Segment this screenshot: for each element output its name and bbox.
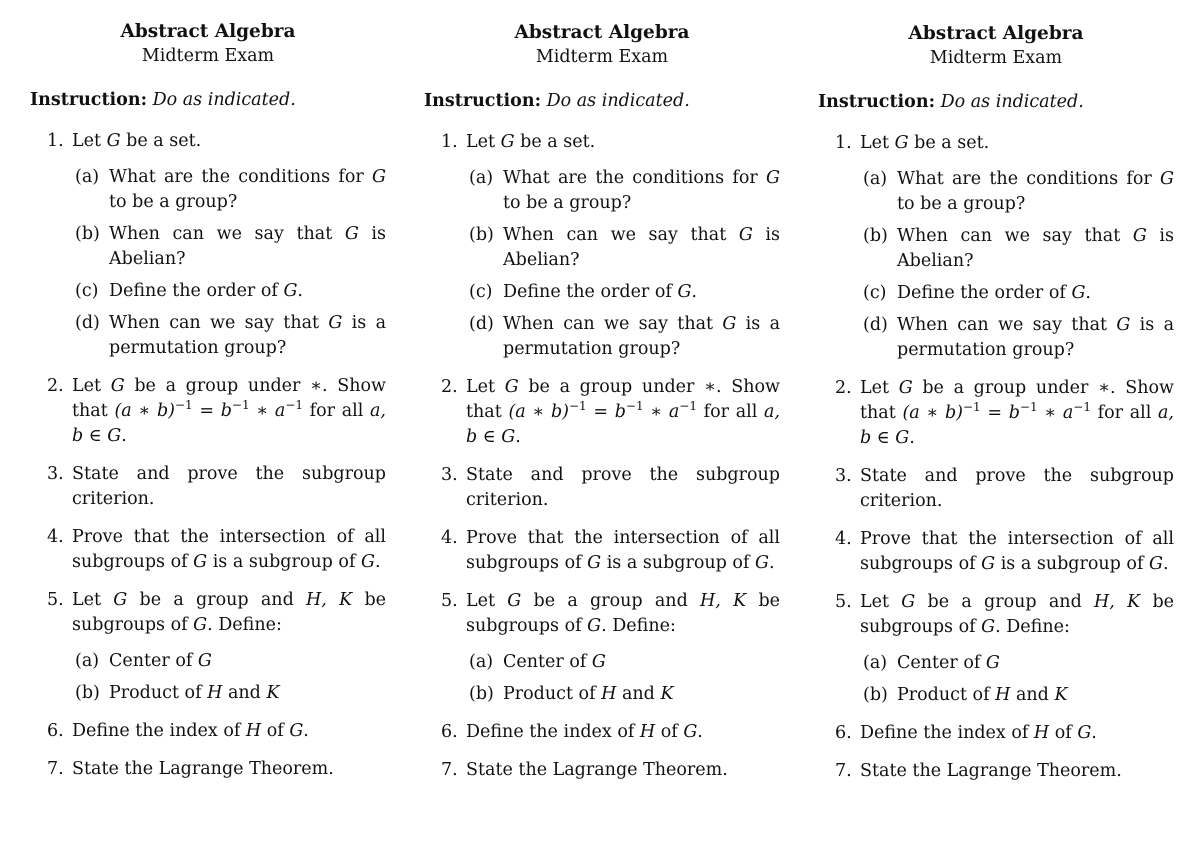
subquestion-label: (b)	[75, 683, 100, 703]
question-number: 2.	[47, 376, 64, 396]
subquestion-label: (a)	[863, 653, 888, 673]
math-var: K	[660, 684, 674, 704]
math-var: a	[274, 401, 286, 421]
question-text: be subgroups of	[466, 591, 781, 636]
exam-header	[424, 21, 780, 69]
math-op: ∗	[310, 376, 322, 396]
question-number: 7.	[835, 761, 852, 781]
subquestion-label: (a)	[469, 168, 494, 188]
question-text: Prove that the intersection of all subgroups of	[466, 528, 780, 573]
question-text: State and prove the subgroup criterion.	[466, 465, 780, 510]
question-text: for all	[302, 401, 370, 421]
math-expr: (a ∗ b)	[902, 403, 963, 423]
question-text: be a group under	[912, 378, 1099, 398]
math-var: G	[106, 131, 121, 151]
exam-header	[30, 20, 386, 68]
math-exponent: −1	[679, 399, 697, 414]
question-number: 7.	[441, 760, 458, 780]
question-2	[424, 375, 780, 450]
question-number: 1.	[441, 132, 458, 152]
subquestion-text: to be a group?	[897, 194, 1026, 214]
math-var: G	[197, 651, 212, 671]
math-var: G	[193, 615, 208, 635]
subquestion-text: .	[691, 282, 697, 302]
math-expr: (a ∗ b)	[114, 401, 175, 421]
question-text: .	[515, 427, 521, 447]
math-var: K	[266, 683, 280, 703]
question-3	[30, 462, 386, 512]
subquestion-5a	[424, 650, 780, 675]
math-var: H	[245, 721, 262, 741]
question-text: . Show that	[860, 378, 1174, 423]
subquestion-text: is Abelian?	[109, 224, 387, 269]
math-var: G	[361, 552, 375, 572]
subquestion-text: to be a group?	[109, 192, 238, 212]
math-var: a	[1062, 403, 1074, 423]
question-text: Let	[860, 133, 895, 153]
math-exponent: −1	[231, 398, 250, 413]
question-text: State the Lagrange Theorem.	[860, 761, 1122, 781]
subquestion-label: (a)	[75, 651, 100, 671]
subquestion-text: What are the conditions for	[503, 168, 767, 188]
question-number: 7.	[47, 759, 64, 779]
subquestion-label: (d)	[469, 314, 494, 334]
question-6	[424, 720, 780, 745]
exam-title: Abstract Algebra	[120, 21, 296, 42]
instruction-label: Instruction:	[424, 91, 542, 111]
subquestion-list	[72, 165, 386, 361]
math-var: G	[1132, 226, 1147, 246]
question-5	[818, 590, 1174, 708]
math-var: G	[587, 616, 602, 636]
math-var: G	[328, 313, 343, 333]
math-var: G	[193, 552, 208, 572]
subquestion-text: When can we say that	[897, 226, 1133, 246]
exam-subtitle: Midterm Exam	[141, 46, 275, 66]
math-op: ∗	[249, 401, 275, 421]
question-6	[30, 719, 386, 744]
question-text: be a group and	[521, 591, 701, 611]
question-number: 5.	[441, 591, 458, 611]
question-number: 2.	[835, 378, 852, 398]
math-var: G	[500, 132, 515, 152]
math-var: H, K	[700, 591, 747, 611]
subquestion-label: (c)	[863, 283, 887, 303]
subquestion-text: .	[1085, 283, 1091, 303]
question-text: Let	[860, 378, 899, 398]
math-var: G	[755, 553, 769, 573]
question-text: Let	[466, 377, 505, 397]
question-text: State the Lagrange Theorem.	[72, 759, 334, 779]
exam-header	[818, 22, 1174, 70]
question-text: .	[375, 552, 381, 572]
math-var: H	[601, 684, 617, 704]
subquestion-label: (b)	[469, 684, 494, 704]
question-5	[424, 589, 780, 707]
math-var: G	[981, 554, 996, 574]
math-expr: (a ∗ b)	[508, 402, 569, 422]
subquestion-text: When can we say that	[109, 224, 345, 244]
math-var: G	[898, 378, 913, 398]
subquestion-5b	[30, 681, 386, 706]
subquestion-5a	[30, 649, 386, 674]
question-text: Let	[466, 132, 501, 152]
subquestion-text: is Abelian?	[503, 225, 781, 270]
subquestion-text: is a permutation group?	[109, 313, 387, 358]
subquestion-list	[72, 649, 386, 706]
subquestion-text: Define the order of	[109, 281, 284, 301]
question-text: be a group under	[124, 376, 311, 396]
instruction	[818, 90, 1174, 115]
question-text: Let	[72, 590, 114, 610]
question-text: of	[655, 722, 684, 742]
question-number: 5.	[47, 590, 64, 610]
math-var: H	[639, 722, 656, 742]
question-7	[818, 759, 1174, 784]
subquestion-text: When can we say that	[897, 315, 1117, 335]
math-var: G	[738, 225, 753, 245]
question-7	[424, 758, 780, 783]
subquestion-1a	[818, 167, 1174, 217]
math-var: G	[894, 133, 909, 153]
math-var: H	[207, 683, 223, 703]
math-op: =	[586, 402, 615, 422]
question-text: be subgroups of	[72, 590, 387, 635]
subquestion-text: Define the order of	[503, 282, 678, 302]
subquestion-text: Product of	[109, 683, 208, 703]
question-number: 4.	[835, 529, 852, 549]
question-number: 4.	[47, 527, 64, 547]
question-number: 6.	[47, 721, 64, 741]
subquestion-label: (c)	[75, 281, 99, 301]
question-text: Define the index of	[466, 722, 640, 742]
question-text: . Define:	[207, 615, 282, 635]
math-exponent: −1	[568, 399, 587, 414]
question-text: Let	[466, 591, 508, 611]
subquestion-1d	[424, 312, 780, 362]
question-1	[818, 131, 1174, 363]
subquestion-text: .	[297, 281, 303, 301]
question-text: of	[261, 721, 290, 741]
instruction	[424, 89, 780, 114]
math-var: H	[995, 685, 1011, 705]
math-var: G	[1071, 283, 1086, 303]
subquestion-1a	[30, 165, 386, 215]
math-op: ∗	[643, 402, 669, 422]
math-var: b	[220, 401, 232, 421]
question-text: of	[1049, 723, 1078, 743]
subquestion-label: (a)	[863, 169, 888, 189]
subquestion-1b	[818, 224, 1174, 274]
math-var: b	[1008, 403, 1020, 423]
question-text: be a group under	[518, 377, 705, 397]
question-text: .	[909, 428, 915, 448]
subquestion-1c	[818, 281, 1174, 306]
subquestion-text: and	[616, 684, 661, 704]
math-var: G	[1077, 723, 1092, 743]
question-number: 1.	[47, 131, 64, 151]
question-text: Define the index of	[72, 721, 246, 741]
math-var: G	[283, 281, 298, 301]
math-op: ∗	[1098, 378, 1110, 398]
question-text: is a subgroup of	[995, 554, 1150, 574]
question-text: is a subgroup of	[601, 553, 756, 573]
subquestion-1d	[30, 311, 386, 361]
subquestion-label: (b)	[75, 224, 100, 244]
math-var: b	[614, 402, 626, 422]
question-number: 2.	[441, 377, 458, 397]
question-text: State and prove the subgroup criterion.	[860, 466, 1174, 511]
question-text: Let	[72, 131, 107, 151]
question-text: be a set.	[908, 133, 990, 153]
question-text: . Show that	[72, 376, 386, 421]
question-number: 6.	[441, 722, 458, 742]
subquestion-text: and	[222, 683, 267, 703]
question-number: 1.	[835, 133, 852, 153]
question-text: be a group and	[127, 590, 307, 610]
subquestion-text: What are the conditions for	[897, 169, 1161, 189]
question-text: is a subgroup of	[207, 552, 362, 572]
question-text: . Define:	[995, 617, 1070, 637]
math-var: G	[372, 167, 386, 187]
question-text: be a set.	[514, 132, 596, 152]
question-text: for all	[1090, 403, 1158, 423]
subquestion-text: Product of	[897, 685, 996, 705]
math-var: G	[289, 721, 304, 741]
exam-copy-3	[818, 22, 1174, 784]
subquestion-text: What are the conditions for	[109, 167, 373, 187]
question-number: 6.	[835, 723, 852, 743]
subquestion-label: (d)	[75, 313, 100, 333]
subquestion-text: is a permutation group?	[897, 315, 1175, 360]
math-var: a	[668, 402, 680, 422]
question-5	[30, 588, 386, 706]
question-text: be a group and	[915, 592, 1095, 612]
question-7	[30, 757, 386, 782]
subquestion-label: (b)	[863, 685, 888, 705]
question-number: 5.	[835, 592, 852, 612]
math-op: ∗	[1037, 403, 1063, 423]
subquestion-5a	[818, 651, 1174, 676]
subquestion-1c	[424, 280, 780, 305]
question-text: Prove that the intersection of all subgroups of	[72, 527, 386, 572]
question-1	[30, 129, 386, 361]
math-var: G	[981, 617, 996, 637]
subquestion-1a	[424, 166, 780, 216]
math-var: G	[901, 592, 916, 612]
question-4	[424, 526, 780, 576]
question-text: State and prove the subgroup criterion.	[72, 464, 386, 509]
subquestion-text: Product of	[503, 684, 602, 704]
exam-copy-2	[424, 21, 780, 783]
question-6	[818, 721, 1174, 746]
question-number: 3.	[835, 466, 852, 486]
subquestion-1c	[30, 279, 386, 304]
question-text: .	[769, 553, 775, 573]
math-var: G	[683, 722, 698, 742]
subquestion-1b	[30, 222, 386, 272]
question-text: .	[303, 721, 309, 741]
question-3	[818, 464, 1174, 514]
subquestion-label: (b)	[863, 226, 888, 246]
math-var: G	[507, 591, 522, 611]
math-var: H, K	[1094, 592, 1141, 612]
math-var: G	[677, 282, 692, 302]
subquestion-5b	[818, 683, 1174, 708]
subquestion-label: (a)	[469, 652, 494, 672]
math-exponent: −1	[1073, 400, 1091, 415]
subquestion-text: Center of	[503, 652, 592, 672]
exam-subtitle: Midterm Exam	[929, 48, 1063, 68]
instruction-label: Instruction:	[818, 92, 936, 112]
subquestion-list	[860, 651, 1174, 708]
subquestion-text: When can we say that	[109, 313, 329, 333]
question-text: for all	[696, 402, 764, 422]
question-text: Let	[860, 592, 902, 612]
question-text: . Show that	[466, 377, 780, 422]
subquestion-text: Center of	[897, 653, 986, 673]
subquestion-text: When can we say that	[503, 225, 739, 245]
math-var: G	[722, 314, 737, 334]
question-text: Define the index of	[860, 723, 1034, 743]
exam-title: Abstract Algebra	[514, 22, 690, 43]
question-text: .	[1091, 723, 1097, 743]
math-var: G	[344, 224, 359, 244]
math-var: H, K	[306, 590, 353, 610]
instruction-text: Do as indicated.	[546, 91, 690, 111]
question-4	[818, 527, 1174, 577]
subquestion-text: is a permutation group?	[503, 314, 781, 359]
math-var: G	[766, 168, 780, 188]
math-expr: a, b ∈ G	[72, 401, 386, 446]
math-op: =	[980, 403, 1009, 423]
math-exponent: −1	[174, 398, 193, 413]
question-4	[30, 525, 386, 575]
subquestion-list	[466, 650, 780, 707]
subquestion-text: to be a group?	[503, 193, 632, 213]
math-var: G	[985, 653, 1000, 673]
question-text: .	[697, 722, 703, 742]
question-number: 3.	[47, 464, 64, 484]
question-number: 4.	[441, 528, 458, 548]
math-var: G	[110, 376, 125, 396]
question-text: Prove that the intersection of all subgroups of	[860, 529, 1174, 574]
question-text: be subgroups of	[860, 592, 1175, 637]
subquestion-5b	[424, 682, 780, 707]
exam-copy-1	[30, 20, 386, 782]
question-2	[818, 376, 1174, 451]
subquestion-text: Center of	[109, 651, 198, 671]
subquestion-label: (c)	[469, 282, 493, 302]
question-2	[30, 374, 386, 449]
subquestion-list	[466, 166, 780, 362]
exam-title: Abstract Algebra	[908, 23, 1084, 44]
question-text: State the Lagrange Theorem.	[466, 760, 728, 780]
math-exponent: −1	[962, 400, 981, 415]
subquestion-list	[860, 167, 1174, 363]
exam-subtitle: Midterm Exam	[535, 47, 669, 67]
subquestion-1b	[424, 223, 780, 273]
math-var: K	[1054, 685, 1068, 705]
instruction-label: Instruction:	[30, 90, 148, 110]
instruction	[30, 88, 386, 113]
question-text: be a set.	[120, 131, 202, 151]
question-1	[424, 130, 780, 362]
subquestion-1d	[818, 313, 1174, 363]
math-var: H	[1033, 723, 1050, 743]
subquestion-text: Define the order of	[897, 283, 1072, 303]
math-exponent: −1	[625, 399, 644, 414]
subquestion-text: is Abelian?	[897, 226, 1175, 271]
math-var: G	[1160, 169, 1174, 189]
subquestion-label: (d)	[863, 315, 888, 335]
subquestion-text: When can we say that	[503, 314, 723, 334]
math-var: G	[587, 553, 602, 573]
question-text: . Define:	[601, 616, 676, 636]
math-op: ∗	[704, 377, 716, 397]
question-text: .	[121, 426, 127, 446]
math-var: G	[113, 590, 128, 610]
math-exponent: −1	[285, 398, 303, 413]
math-var: G	[1149, 554, 1163, 574]
question-3	[424, 463, 780, 513]
subquestion-label: (b)	[469, 225, 494, 245]
instruction-text: Do as indicated.	[152, 90, 296, 110]
math-var: G	[591, 652, 606, 672]
instruction-text: Do as indicated.	[940, 92, 1084, 112]
math-op: =	[192, 401, 221, 421]
question-text: Let	[72, 376, 111, 396]
math-var: G	[1116, 315, 1131, 335]
question-text: .	[1163, 554, 1169, 574]
subquestion-text: and	[1010, 685, 1055, 705]
math-expr: a, b ∈ G	[860, 403, 1174, 448]
subquestion-label: (a)	[75, 167, 100, 187]
math-var: G	[504, 377, 519, 397]
math-expr: a, b ∈ G	[466, 402, 780, 447]
question-number: 3.	[441, 465, 458, 485]
math-exponent: −1	[1019, 400, 1038, 415]
